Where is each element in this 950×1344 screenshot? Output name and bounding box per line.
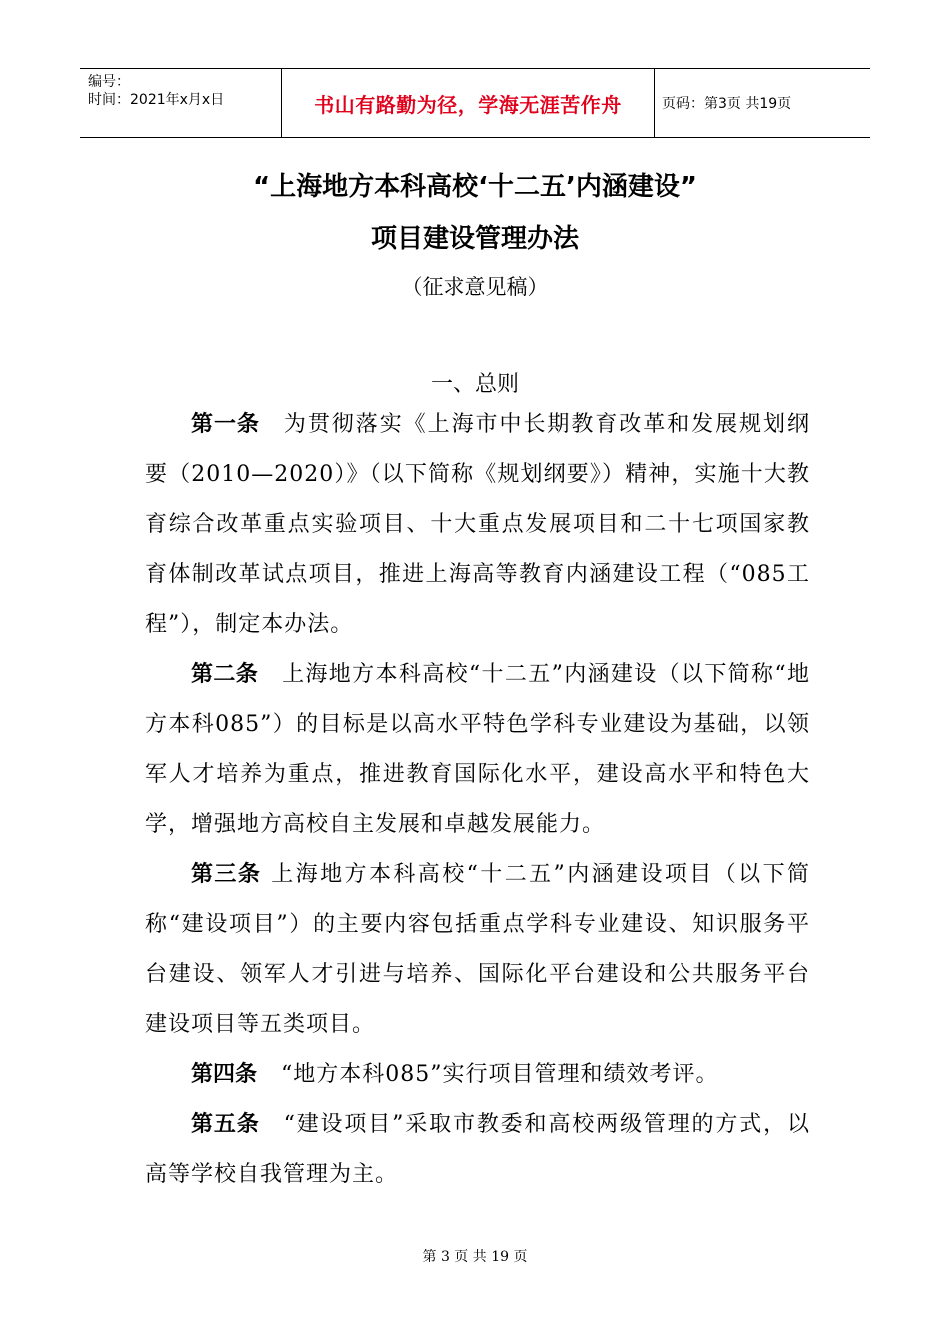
article-1: [145, 400, 810, 650]
page-header: [80, 68, 870, 138]
document-title-line1: “上海地方本科高校‘十二五’内涵建设”: [253, 172, 697, 202]
document-body: [145, 400, 810, 1200]
article-label: 第四条: [191, 1062, 258, 1087]
article-5: [145, 1100, 810, 1200]
document-number-label: 编号：: [88, 74, 130, 90]
section-heading: 一、总则: [430, 372, 519, 397]
header-motto: [282, 69, 655, 137]
article-label: 第三条: [191, 862, 262, 887]
document-title-line2: 项目建设管理办法: [370, 224, 579, 254]
article-text: 上海地方本科高校“十二五”内涵建设（以下简称“地方本科085”）的目标是以高水平特色学科专业建设为基础，以领军人才培养为重点，推进教育国际化水平，建设高水平和特色大学，增强地方高校自主发展和卓越发展能力。: [145, 662, 810, 837]
header-page-info: 页码：第3页 共19页: [662, 96, 792, 112]
page-footer: 第 3 页 共 19 页: [422, 1249, 528, 1265]
article-label: 第一条: [191, 412, 260, 437]
article-2: [145, 650, 810, 850]
document-time-label: 时间：2021年x月x日: [88, 92, 225, 108]
article-text: 为贯彻落实《上海市中长期教育改革和发展规划纲要（2010—2020）》（以下简称《规划纲要》）精神，实施十大教育综合改革重点实验项目、十大重点发展项目和二十七项国家教育体制改革试点项目，推进上海高等教育内涵建设工程（“085工程”），制定本办法。: [145, 412, 810, 637]
article-label: 第二条: [191, 662, 259, 687]
article-3: [145, 850, 810, 1050]
article-4: [145, 1050, 810, 1100]
article-text: “建设项目”采取市教委和高校两级管理的方式，以高等学校自我管理为主。: [145, 1112, 810, 1187]
article-label: 第五条: [191, 1112, 260, 1137]
article-text: 上海地方本科高校“十二五”内涵建设项目（以下简称“建设项目”）的主要内容包括重点学科专业建设、知识服务平台建设、领军人才引进与培养、国际化平台建设和公共服务平台建设项目等五类项目。: [145, 862, 810, 1037]
document-subtitle: （征求意见稿）: [401, 275, 549, 299]
header-meta: [80, 69, 282, 137]
motto-text: 书山有路勤为径，学海无涯苦作舟: [314, 92, 622, 117]
article-text: “地方本科085”实行项目管理和绩效考评。: [281, 1062, 719, 1087]
